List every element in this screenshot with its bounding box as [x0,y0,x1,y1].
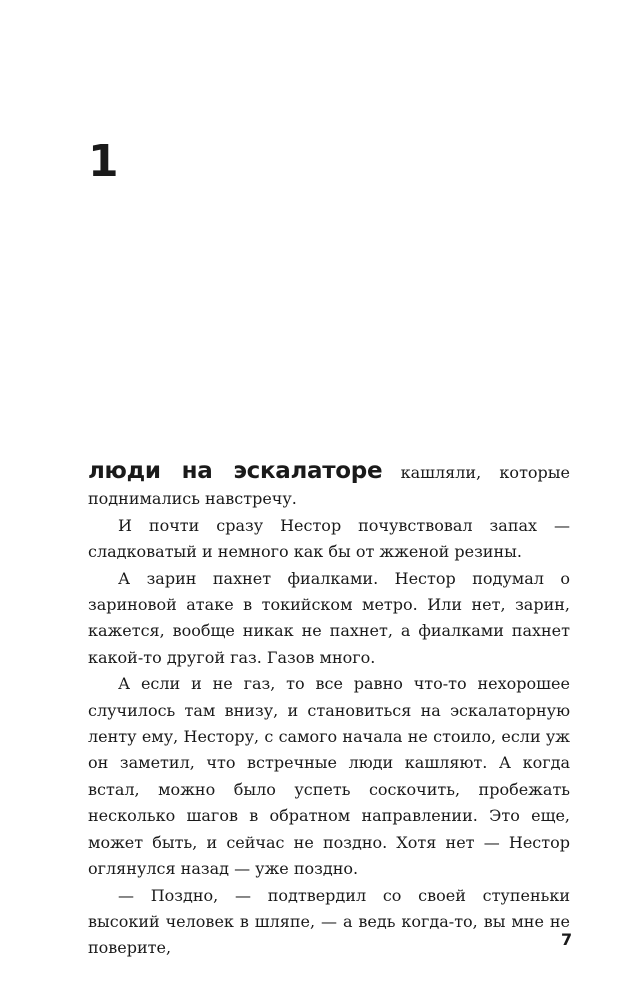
paragraph-5: — Поздно, — подтвердил со своей ступеньки высокий человек в шляпе, — а ведь когда-то, вы мне не поверите, [88,885,570,958]
body-text [88,458,573,962]
paragraph-4: А если и не газ, то все равно что-то нехорошее случилось там внизу, и становиться на эскалаторную ленту ему, Нестору, с самого начала не стоило, если уж он заметил, что встречные люди кашляют. А когда встал, можно было успеть соскочить, пробежать несколько шагов в обратном направлении. Это еще, может быть, и сейчас не поздно. Хотя нет — Нестор оглянулся назад — уже поздно. [88,674,570,879]
page-number: 7 [561,930,573,949]
paragraph-3: А зарин пахнет фиалками. Нестор подумал о зариновой атаке в токийском метро. Или нет, зарин, кажется, вообще никак не пахнет, а фиалками пахнет какой-то другой газ. Газов много. [88,568,570,667]
lead-words: люди на эскалаторе [88,458,383,484]
paragraph-1-text: кашляли, которые поднимались навстречу. [88,463,570,509]
chapter-number: 1 [88,136,119,187]
paragraph-1 [88,458,570,513]
paragraph-2: И почти сразу Нестор почувствовал запах — сладковатый и немного как бы от жженой резины. [88,515,570,562]
